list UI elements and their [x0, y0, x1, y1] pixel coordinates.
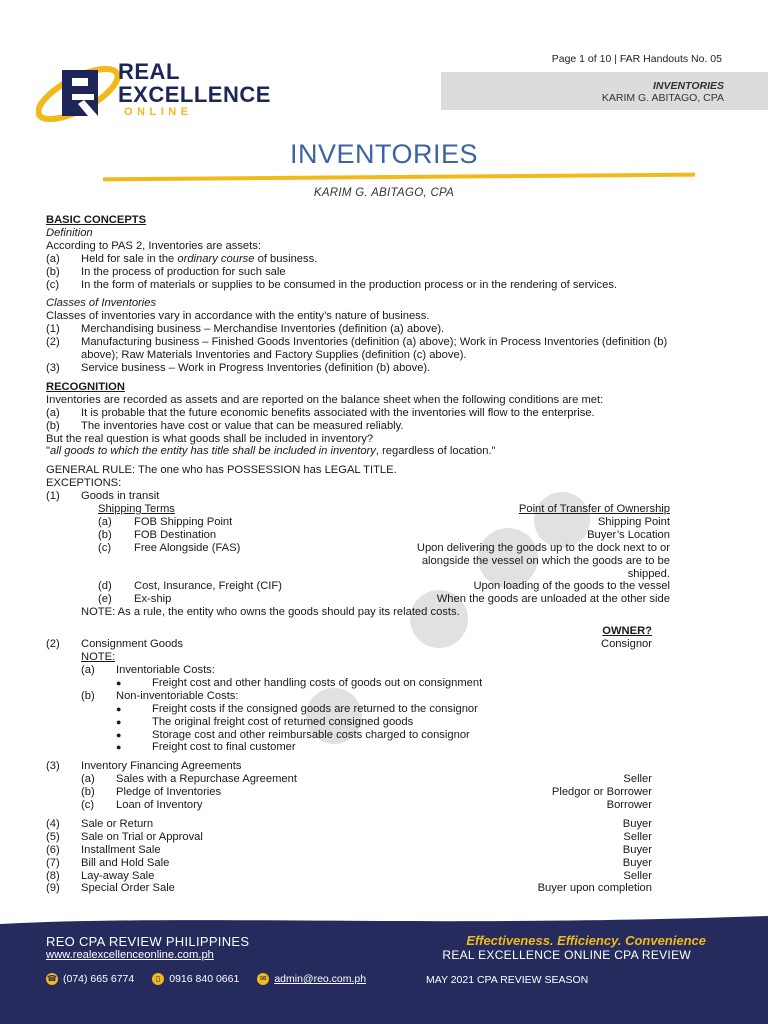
owner-value: Seller	[623, 830, 652, 843]
row-text: Lay-away Sale	[81, 869, 155, 882]
item-num: (b)	[46, 419, 60, 432]
row-text: Installment Sale	[81, 843, 161, 856]
item-num: (1)	[46, 323, 60, 336]
row-num: (c)	[98, 541, 112, 554]
row-point: Buyer’s Location	[587, 528, 670, 541]
exceptions-label: EXCEPTIONS:	[46, 477, 122, 490]
logo-line-3: ONLINE	[124, 106, 193, 118]
table-row	[46, 786, 670, 799]
row-text: Pledge of Inventories	[116, 786, 222, 799]
bullet-item	[46, 716, 670, 729]
table-row	[46, 857, 670, 870]
item-num: (2)	[46, 336, 60, 349]
footer-program: REAL EXCELLENCE ONLINE CPA REVIEW	[442, 948, 691, 962]
mobile-icon: ▯	[152, 973, 164, 985]
owner-header: OWNER?	[602, 625, 652, 638]
row-point: Shipping Point	[597, 515, 670, 528]
footer-phone1: (074) 665 6774	[63, 973, 135, 985]
row-text: Sales with a Repurchase Agreement	[116, 773, 297, 786]
row-text: Sale or Return	[81, 817, 154, 830]
item-num: (2)	[46, 638, 60, 651]
row-num: (e)	[98, 593, 112, 606]
table-row	[46, 831, 670, 844]
item-num: (b)	[81, 689, 95, 702]
item-text: Inventory Financing Agreements	[81, 760, 242, 773]
header-box	[441, 72, 768, 110]
list-item	[46, 638, 670, 651]
table-row	[46, 882, 670, 895]
item-text: Goods in transit	[81, 490, 160, 503]
quote-em: all goods to which the entity has title shall be included in inventory	[49, 445, 376, 458]
author-line: KARIM G. ABITAGO, CPA	[313, 187, 455, 199]
item-text: It is probable that the future economic benefits associated with the inventories will flow to the enterprise.	[81, 406, 595, 419]
quote-close: , regardless of location."	[375, 445, 496, 458]
table-row	[46, 580, 670, 593]
general-rule: GENERAL RULE: The one who has POSSESSION has LEGAL TITLE.	[46, 464, 397, 477]
list-item	[46, 490, 670, 503]
title-rule	[103, 173, 695, 182]
item-text: Held for sale in the	[81, 252, 178, 265]
page-title: INVENTORIES	[289, 139, 479, 169]
logo-line-2: EXCELLENCE	[118, 82, 271, 107]
item-text: In the form of materials or supplies to be consumed in the production process or in the rendering of services.	[81, 278, 618, 291]
logo-text	[118, 60, 271, 119]
item-num: (3)	[46, 361, 60, 374]
item-text: Service business – Work in Progress Inventories (definition (b) above).	[81, 361, 431, 374]
row-num: (a)	[98, 515, 112, 528]
list-item	[46, 407, 670, 420]
col-shipping-terms: Shipping Terms	[98, 503, 175, 516]
list-item	[46, 323, 670, 336]
item-num: (a)	[81, 663, 95, 676]
recognition-intro: Inventories are recorded as assets and are reported on the balance sheet when the following conditions are met:	[46, 393, 604, 406]
row-term: Cost, Insurance, Freight (CIF)	[134, 580, 282, 593]
row-point: When the goods are unloaded at the other side	[436, 593, 670, 606]
bullet-item	[46, 729, 670, 742]
item-num: (1)	[46, 490, 60, 503]
classes-label: Classes of Inventories	[46, 297, 157, 310]
item-text: In the process of production for such sale	[81, 265, 286, 278]
item-num: (a)	[46, 252, 60, 265]
footer-wave	[0, 914, 768, 930]
item-num: (3)	[46, 760, 60, 773]
bullet-item	[46, 741, 670, 754]
row-num: (8)	[46, 869, 60, 882]
bullet-item	[46, 703, 670, 716]
item-text: Non-inventoriable Costs:	[116, 689, 239, 702]
owner-value: Borrower	[606, 799, 652, 812]
quote-mark: "	[46, 445, 50, 458]
recognition-quote	[46, 445, 670, 458]
row-num: (a)	[81, 773, 95, 786]
bullet-item	[46, 677, 670, 690]
bullet-text: Storage cost and other reimbursable costs charged to consignor	[152, 728, 470, 741]
row-num: (d)	[98, 580, 112, 593]
footer-tagline: Effectiveness. Efficiency. Convenience	[466, 933, 706, 948]
classes-intro: Classes of inventories vary in accordance with the entity’s nature of business.	[46, 310, 430, 323]
row-term: FOB Destination	[134, 528, 217, 541]
row-num: (5)	[46, 830, 60, 843]
item-em: ordinary course	[177, 252, 255, 265]
owner-value: Consignor	[601, 638, 652, 651]
bullet-text: Freight cost and other handling costs of goods out on consignment	[152, 676, 483, 689]
table-row	[46, 818, 670, 831]
row-num: (4)	[46, 817, 60, 830]
item-text: Merchandising business – Merchandise Inventories (definition (a) above).	[81, 323, 445, 336]
document-body	[46, 214, 670, 895]
col-point-of-transfer: Point of Transfer of Ownership	[518, 503, 670, 516]
row-num: (b)	[81, 786, 95, 799]
bullet-text: The original freight cost of returned consigned goods	[152, 715, 414, 728]
item-num: (b)	[46, 265, 60, 278]
footer-phone2: 0916 840 0661	[169, 973, 240, 985]
item-text: of business.	[254, 252, 318, 265]
owner-value: Buyer upon completion	[537, 882, 652, 895]
item-text: The inventories have cost or value that can be measured reliably.	[81, 419, 404, 432]
item-text: Inventoriable Costs:	[116, 663, 215, 676]
header-topic: INVENTORIES	[653, 80, 724, 92]
phone-icon: ☎	[47, 974, 57, 983]
bullet-icon: ●	[116, 703, 122, 714]
bullet-icon: ●	[116, 742, 122, 753]
bullet-text: Freight cost to final customer	[152, 741, 296, 754]
bullet-icon: ●	[116, 716, 122, 727]
footer-email-link[interactable]: admin@reo.com.ph	[274, 973, 367, 985]
transit-table-header	[46, 503, 670, 516]
row-point: Upon delivering the goods up to the dock next to or alongside the vessel on which the goods are to be shipped.	[416, 541, 670, 580]
consignment-note-label: NOTE:	[81, 651, 116, 664]
footer-season: MAY 2021 CPA REVIEW SEASON	[426, 974, 589, 986]
owner-value: Pledgor or Borrower	[551, 786, 652, 799]
row-num: (7)	[46, 856, 60, 869]
owner-value: Buyer	[622, 843, 652, 856]
item-num: (c)	[46, 278, 60, 291]
recognition-question: But the real question is what goods shall be included in inventory?	[46, 432, 374, 445]
definition-label: Definition	[46, 226, 93, 239]
row-num: (c)	[81, 799, 95, 812]
table-row	[46, 799, 670, 812]
owner-header-row	[46, 625, 670, 638]
owner-value: Seller	[623, 869, 652, 882]
table-row	[46, 542, 670, 581]
row-num: (6)	[46, 843, 60, 856]
list-item	[46, 420, 670, 433]
footer-org: REO CPA REVIEW PHILIPPINES	[46, 934, 250, 949]
row-point: Upon loading of the goods to the vessel	[473, 580, 670, 593]
row-num: (b)	[98, 528, 112, 541]
bullet-icon: ●	[116, 677, 122, 688]
owner-value: Buyer	[622, 856, 652, 869]
item-text: Consignment Goods	[81, 638, 183, 651]
footer	[0, 914, 768, 1024]
list-item	[46, 760, 670, 773]
footer-website-link[interactable]: www.realexcellenceonline.com.ph	[46, 949, 214, 961]
row-text: Sale on Trial or Approval	[81, 830, 203, 843]
list-item	[46, 279, 670, 292]
item-text: Manufacturing business – Finished Goods Inventories (definition (a) above); Work in Process Inventories (definition (b) above); Raw Materials Inventories and Factory Supplies (definition (c) above).	[81, 336, 668, 362]
row-text: Special Order Sale	[81, 882, 175, 895]
owner-value: Seller	[623, 773, 652, 786]
logo-line-1: REAL	[118, 59, 180, 84]
list-item	[46, 253, 670, 266]
table-row	[46, 516, 670, 529]
row-num: (9)	[46, 882, 60, 895]
list-item	[46, 336, 670, 362]
table-row	[46, 844, 670, 857]
list-item	[46, 690, 670, 703]
list-item	[46, 664, 670, 677]
table-row	[46, 529, 670, 542]
row-text: Loan of Inventory	[116, 799, 203, 812]
item-num: (a)	[46, 406, 60, 419]
list-item	[46, 362, 670, 375]
owner-value: Buyer	[622, 817, 652, 830]
row-text: Bill and Hold Sale	[81, 856, 170, 869]
table-row	[46, 773, 670, 786]
email-icon: ✉	[257, 973, 269, 985]
bullet-text: Freight costs if the consigned goods are returned to the consignor	[152, 702, 478, 715]
header-author: KARIM G. ABITAGO, CPA	[601, 92, 724, 104]
definition-intro: According to PAS 2, Inventories are assets:	[46, 239, 261, 252]
section-heading-basic: BASIC CONCEPTS	[46, 214, 147, 226]
bullet-icon: ●	[116, 729, 122, 740]
table-row	[46, 593, 670, 606]
row-term: Ex-ship	[134, 593, 172, 606]
transit-note: NOTE: As a rule, the entity who owns the goods should pay its related costs.	[81, 606, 460, 619]
section-heading-recognition: RECOGNITION	[46, 380, 125, 393]
footer-contacts	[46, 973, 384, 985]
page-info: Page 1 of 10 | FAR Handouts No. 05	[551, 53, 722, 65]
list-item	[46, 266, 670, 279]
row-term: Free Alongside (FAS)	[134, 541, 241, 554]
table-row	[46, 870, 670, 883]
row-term: FOB Shipping Point	[134, 515, 233, 528]
